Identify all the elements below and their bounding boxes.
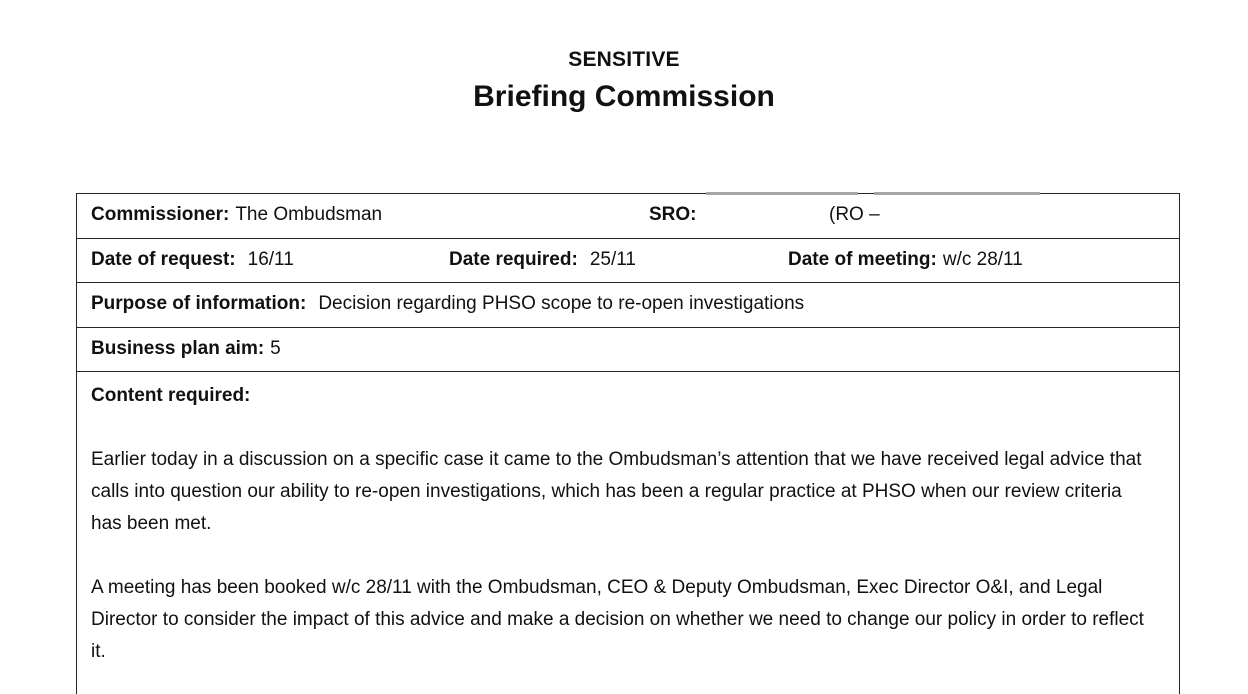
date-of-request-label: Date of request: [91,248,236,270]
date-of-meeting-value: w/c 28/11 [942,248,1023,270]
business-plan-value: 5 [270,337,281,359]
table-row-purpose [77,283,1179,328]
purpose-value: Decision regarding PHSO scope to re-open investigations [318,293,805,314]
classification-banner: SENSITIVE [568,48,680,71]
briefing-form-table [76,193,1180,694]
document-header [0,48,1248,114]
date-required-label: Date required: [449,248,578,270]
table-row-dates [77,239,1179,284]
content-required-label: Content required: [91,385,251,406]
date-required-value: 25/11 [589,248,636,270]
date-of-meeting-field [788,239,1023,281]
business-plan-label: Business plan aim: [91,337,265,359]
date-of-request-value: 16/11 [247,248,294,270]
sro-value: (RO – [829,204,880,225]
page-title: Briefing Commission [473,80,775,113]
commissioner-value: The Ombudsman [235,204,383,225]
purpose-label: Purpose of information: [91,293,307,314]
table-row-commissioner [77,194,1179,239]
content-paragraph: Earlier today in a discussion on a specific case it came to the Ombudsman’s attention that we have received legal advice that calls into question our ability to re-open investigations, which has been a regular practice at PHSO when our review criteria has been met. [91,449,1142,534]
date-of-request-field [91,239,294,281]
table-row-content-required [77,372,1179,687]
sro-label: SRO: [649,204,697,225]
commissioner-field [91,194,382,236]
content-paragraph: A meeting has been booked w/c 28/11 with the Ombudsman, CEO & Deputy Ombudsman, Exec Director O&I, and Legal Director to consider the impact of this advice and make a decision on whether we need to change our policy in order to reflect it. [91,577,1144,662]
date-required-field [449,239,636,281]
commissioner-label: Commissioner: [91,204,230,225]
date-of-meeting-label: Date of meeting: [788,248,937,270]
content-required-body [91,444,1165,668]
table-row-business-plan [77,328,1179,373]
